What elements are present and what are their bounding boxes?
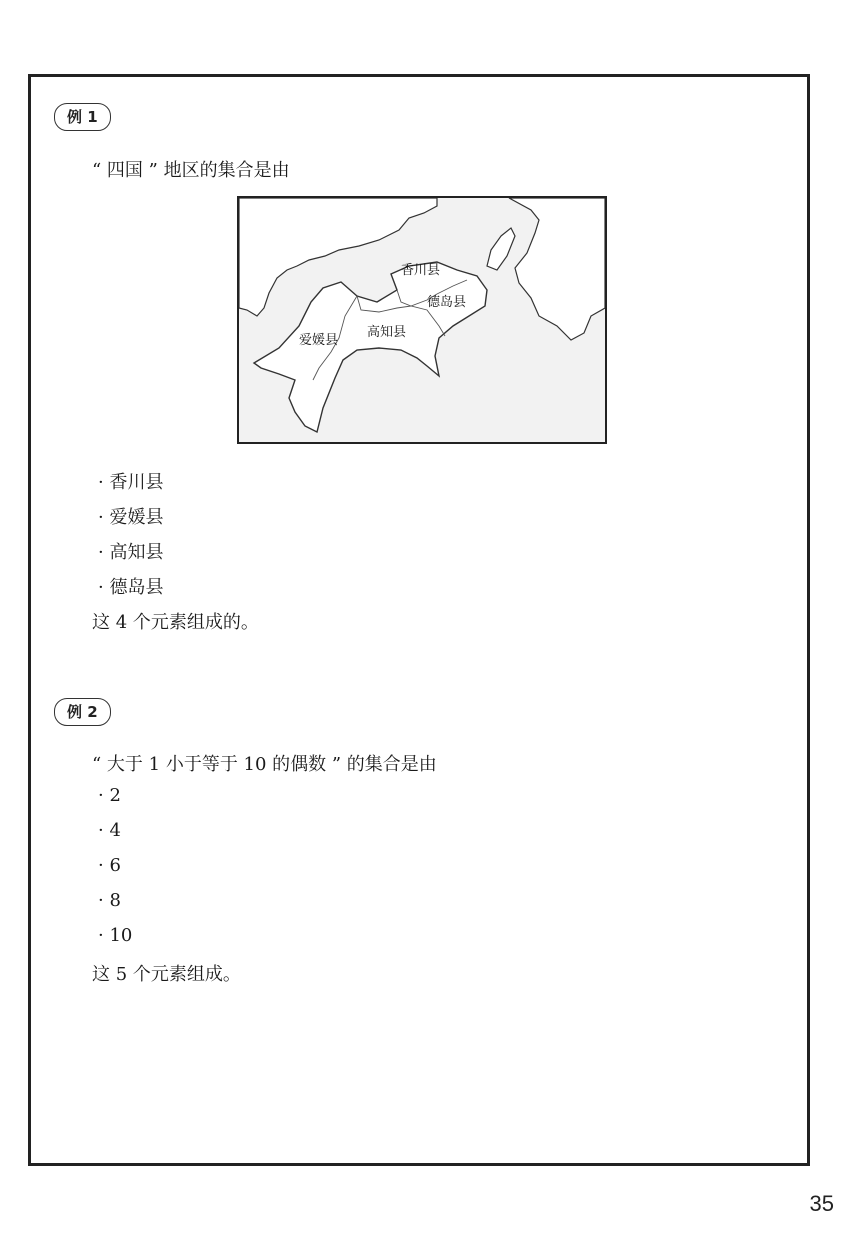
example-1-conclusion: 这 4 个元素组成的。 (92, 612, 259, 633)
example-2-tag: 例 2 (54, 698, 111, 726)
awaji-island (487, 228, 515, 270)
example-1-tag: 例 1 (54, 103, 111, 131)
example-2-item: · 8 (98, 890, 121, 911)
example-1-item: · 德岛县 (98, 577, 164, 598)
example-1-item: · 爱媛县 (98, 507, 164, 528)
page-number: 35 (809, 1191, 834, 1216)
map-label-tokushima: 德岛县 (427, 295, 467, 310)
example-2-item: · 6 (98, 855, 121, 876)
shikoku-island (254, 262, 487, 432)
example-2-conclusion: 这 5 个元素组成。 (92, 964, 241, 985)
example-1-item: · 高知县 (98, 542, 164, 563)
example-2-item: · 4 (98, 820, 121, 841)
example-2-item: · 10 (98, 925, 133, 946)
example-2-item: · 2 (98, 785, 121, 806)
example-1-item: · 香川县 (98, 472, 164, 493)
map-label-kochi: 高知县 (367, 325, 407, 340)
example-1-intro: “ 四国 ” 地区的集合是由 (92, 160, 290, 181)
shikoku-map (237, 196, 607, 444)
example-2-intro: “ 大于 1 小于等于 10 的偶数 ” 的集合是由 (92, 754, 437, 775)
kii-land (509, 198, 605, 340)
shikoku-map-drawing (239, 198, 605, 442)
map-label-ehime: 爱媛县 (299, 333, 339, 348)
map-label-kagawa: 香川县 (401, 263, 441, 278)
